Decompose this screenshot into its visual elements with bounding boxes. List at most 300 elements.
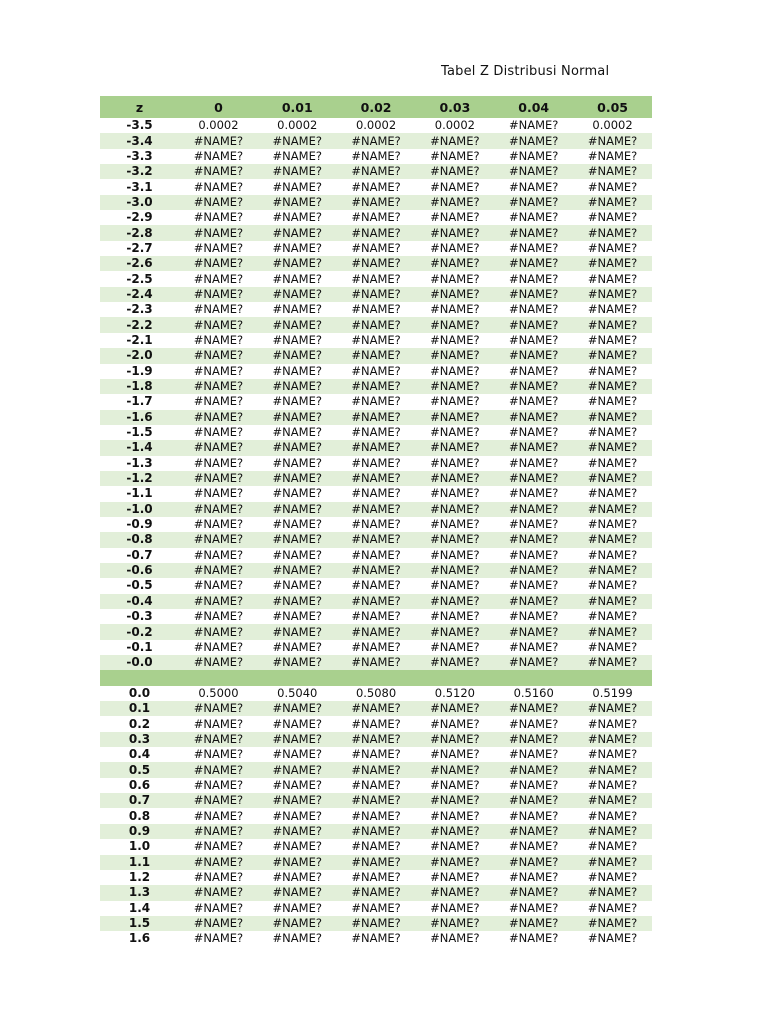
probability-cell: #NAME? bbox=[508, 870, 559, 885]
probability-cell: #NAME? bbox=[337, 594, 416, 609]
probability-cell: #NAME? bbox=[351, 179, 401, 194]
probability-cell: #NAME? bbox=[351, 747, 401, 762]
probability-cell: #NAME? bbox=[587, 777, 638, 792]
probability-cell: #NAME? bbox=[337, 348, 416, 363]
header-z: z bbox=[100, 96, 179, 118]
probability-cell: #NAME? bbox=[351, 870, 401, 885]
probability-cell: #NAME? bbox=[494, 195, 573, 210]
probability-cell: #NAME? bbox=[494, 287, 573, 302]
probability-cell: #NAME? bbox=[494, 563, 573, 578]
probability-cell: #NAME? bbox=[430, 578, 480, 593]
table-row bbox=[100, 716, 652, 731]
probability-cell: #NAME? bbox=[337, 885, 416, 900]
z-value-cell: -0.9 bbox=[126, 517, 153, 532]
z-value-cell: 0.9 bbox=[100, 824, 179, 839]
probability-cell: 0.0002 bbox=[592, 118, 633, 133]
table-row bbox=[100, 732, 652, 747]
probability-cell: #NAME? bbox=[587, 148, 638, 163]
header-col: 0 bbox=[179, 96, 258, 118]
probability-cell: #NAME? bbox=[494, 655, 573, 670]
probability-cell: #NAME? bbox=[508, 394, 559, 409]
probability-cell: #NAME? bbox=[430, 455, 480, 470]
probability-cell: #NAME? bbox=[494, 732, 573, 747]
table-row bbox=[100, 578, 652, 593]
probability-cell: #NAME? bbox=[573, 701, 652, 716]
z-value-cell: -1.6 bbox=[100, 410, 179, 425]
probability-cell: #NAME? bbox=[258, 885, 337, 900]
probability-cell: #NAME? bbox=[337, 225, 416, 240]
probability-cell: #NAME? bbox=[587, 363, 638, 378]
probability-cell: #NAME? bbox=[179, 287, 258, 302]
probability-cell: #NAME? bbox=[351, 547, 401, 562]
probability-cell: #NAME? bbox=[272, 839, 322, 854]
probability-cell: #NAME? bbox=[193, 639, 244, 654]
z-value-cell: -2.4 bbox=[100, 287, 179, 302]
table-row bbox=[100, 548, 652, 563]
probability-cell: #NAME? bbox=[587, 455, 638, 470]
probability-cell: #NAME? bbox=[415, 701, 494, 716]
probability-cell: #NAME? bbox=[573, 502, 652, 517]
probability-cell: #NAME? bbox=[430, 870, 480, 885]
table-row bbox=[100, 287, 652, 302]
probability-cell: #NAME? bbox=[193, 455, 244, 470]
probability-cell: #NAME? bbox=[258, 164, 337, 179]
probability-cell: #NAME? bbox=[430, 148, 480, 163]
probability-cell: #NAME? bbox=[430, 332, 480, 347]
probability-cell: #NAME? bbox=[587, 210, 638, 225]
table-row bbox=[100, 379, 652, 394]
probability-cell: #NAME? bbox=[415, 732, 494, 747]
probability-cell: #NAME? bbox=[272, 210, 322, 225]
z-value-cell: -2.1 bbox=[126, 332, 153, 347]
z-value-cell: -3.3 bbox=[126, 148, 153, 163]
probability-cell: #NAME? bbox=[415, 440, 494, 455]
z-value-cell: 0.1 bbox=[100, 701, 179, 716]
probability-cell: #NAME? bbox=[508, 118, 559, 133]
probability-cell: #NAME? bbox=[415, 502, 494, 517]
probability-cell: #NAME? bbox=[179, 916, 258, 931]
probability-cell: #NAME? bbox=[337, 762, 416, 777]
z-value-cell: -3.1 bbox=[126, 179, 153, 194]
probability-cell: #NAME? bbox=[179, 133, 258, 148]
z-value-cell: 0.6 bbox=[128, 777, 151, 792]
table-row bbox=[100, 747, 652, 762]
table-row bbox=[100, 808, 652, 823]
table-row bbox=[100, 133, 652, 148]
table-row bbox=[100, 210, 652, 225]
probability-cell: #NAME? bbox=[179, 594, 258, 609]
probability-cell: #NAME? bbox=[351, 363, 401, 378]
probability-cell: #NAME? bbox=[337, 532, 416, 547]
probability-cell: #NAME? bbox=[337, 317, 416, 332]
probability-cell: #NAME? bbox=[573, 348, 652, 363]
probability-cell: #NAME? bbox=[179, 256, 258, 271]
probability-cell: #NAME? bbox=[272, 148, 322, 163]
z-value-cell: -2.9 bbox=[126, 210, 153, 225]
probability-cell: #NAME? bbox=[272, 455, 322, 470]
z-value-cell: -1.9 bbox=[126, 363, 153, 378]
probability-cell: #NAME? bbox=[587, 425, 638, 440]
probability-cell: 0.5080 bbox=[355, 685, 397, 700]
z-value-cell: -2.6 bbox=[100, 256, 179, 271]
probability-cell: #NAME? bbox=[415, 287, 494, 302]
z-value-cell: -3.4 bbox=[100, 133, 179, 148]
probability-cell: #NAME? bbox=[351, 609, 401, 624]
header-col: 0.01 bbox=[258, 96, 337, 118]
probability-cell: #NAME? bbox=[508, 271, 559, 286]
probability-cell: #NAME? bbox=[272, 900, 322, 915]
probability-cell: #NAME? bbox=[587, 240, 638, 255]
probability-cell: #NAME? bbox=[508, 931, 559, 946]
probability-cell: #NAME? bbox=[430, 839, 480, 854]
probability-cell: #NAME? bbox=[351, 639, 401, 654]
probability-cell: #NAME? bbox=[494, 317, 573, 332]
probability-cell: #NAME? bbox=[351, 148, 401, 163]
probability-cell: #NAME? bbox=[272, 747, 322, 762]
probability-cell: 0.0002 bbox=[277, 118, 318, 133]
probability-cell: #NAME? bbox=[430, 210, 480, 225]
probability-cell: #NAME? bbox=[193, 808, 244, 823]
probability-cell: #NAME? bbox=[337, 563, 416, 578]
probability-cell: #NAME? bbox=[508, 578, 559, 593]
z-value-cell: -0.6 bbox=[100, 563, 179, 578]
probability-cell: #NAME? bbox=[258, 379, 337, 394]
probability-cell: #NAME? bbox=[573, 256, 652, 271]
probability-cell: #NAME? bbox=[573, 655, 652, 670]
probability-cell: #NAME? bbox=[272, 517, 322, 532]
table-body bbox=[100, 118, 652, 947]
probability-cell: #NAME? bbox=[587, 808, 638, 823]
z-value-cell: 1.4 bbox=[128, 900, 151, 915]
probability-cell: #NAME? bbox=[258, 502, 337, 517]
probability-cell: #NAME? bbox=[573, 287, 652, 302]
probability-cell: #NAME? bbox=[587, 931, 638, 946]
table-row bbox=[100, 916, 652, 931]
probability-cell: #NAME? bbox=[179, 824, 258, 839]
probability-cell: 0.5199 bbox=[592, 685, 633, 700]
probability-cell: #NAME? bbox=[179, 440, 258, 455]
probability-cell: #NAME? bbox=[415, 133, 494, 148]
probability-cell: #NAME? bbox=[415, 471, 494, 486]
probability-cell: #NAME? bbox=[587, 870, 638, 885]
table-row bbox=[100, 793, 652, 808]
probability-cell: #NAME? bbox=[508, 302, 559, 317]
probability-cell: #NAME? bbox=[258, 133, 337, 148]
probability-cell: #NAME? bbox=[494, 793, 573, 808]
z-value-cell: -2.2 bbox=[100, 317, 179, 332]
probability-cell: #NAME? bbox=[351, 517, 401, 532]
probability-cell: #NAME? bbox=[587, 747, 638, 762]
probability-cell: #NAME? bbox=[573, 855, 652, 870]
probability-cell: #NAME? bbox=[573, 410, 652, 425]
probability-cell: #NAME? bbox=[193, 900, 244, 915]
probability-cell: #NAME? bbox=[193, 271, 244, 286]
table-row bbox=[100, 486, 652, 501]
probability-cell: #NAME? bbox=[587, 578, 638, 593]
probability-cell: #NAME? bbox=[179, 195, 258, 210]
probability-cell: #NAME? bbox=[193, 486, 244, 501]
table-row bbox=[100, 502, 652, 517]
probability-cell: 0.0002 bbox=[198, 118, 239, 133]
probability-cell: #NAME? bbox=[258, 701, 337, 716]
table-row bbox=[100, 302, 652, 317]
header-col: 0.03 bbox=[415, 96, 494, 118]
table-row bbox=[100, 364, 652, 379]
probability-cell: #NAME? bbox=[337, 471, 416, 486]
probability-cell: #NAME? bbox=[258, 624, 337, 639]
probability-cell: #NAME? bbox=[430, 609, 480, 624]
probability-cell: #NAME? bbox=[573, 317, 652, 332]
probability-cell: #NAME? bbox=[415, 410, 494, 425]
probability-cell: #NAME? bbox=[272, 240, 322, 255]
probability-cell: #NAME? bbox=[415, 348, 494, 363]
probability-cell: #NAME? bbox=[179, 317, 258, 332]
probability-cell: #NAME? bbox=[508, 716, 559, 731]
table-row bbox=[100, 655, 652, 670]
z-value-cell: 0.7 bbox=[100, 793, 179, 808]
probability-cell: #NAME? bbox=[573, 195, 652, 210]
probability-cell: #NAME? bbox=[337, 164, 416, 179]
table-row bbox=[100, 471, 652, 486]
probability-cell: #NAME? bbox=[351, 931, 401, 946]
z-value-cell: 1.6 bbox=[128, 931, 151, 946]
probability-cell: #NAME? bbox=[430, 394, 480, 409]
probability-cell: #NAME? bbox=[573, 563, 652, 578]
probability-cell: 0.0002 bbox=[434, 118, 475, 133]
table-row bbox=[100, 624, 652, 639]
probability-cell: #NAME? bbox=[179, 502, 258, 517]
probability-cell: #NAME? bbox=[494, 594, 573, 609]
probability-cell: #NAME? bbox=[258, 855, 337, 870]
probability-cell: #NAME? bbox=[415, 793, 494, 808]
z-value-cell: -1.2 bbox=[100, 471, 179, 486]
probability-cell: #NAME? bbox=[508, 547, 559, 562]
probability-cell: #NAME? bbox=[494, 624, 573, 639]
z-value-cell: -0.0 bbox=[100, 655, 179, 670]
probability-cell: #NAME? bbox=[494, 164, 573, 179]
probability-cell: #NAME? bbox=[272, 808, 322, 823]
probability-cell: #NAME? bbox=[587, 547, 638, 562]
probability-cell: #NAME? bbox=[587, 486, 638, 501]
probability-cell: #NAME? bbox=[337, 440, 416, 455]
probability-cell: #NAME? bbox=[494, 855, 573, 870]
probability-cell: #NAME? bbox=[193, 363, 244, 378]
probability-cell: #NAME? bbox=[179, 348, 258, 363]
probability-cell: #NAME? bbox=[573, 532, 652, 547]
z-table bbox=[100, 96, 652, 947]
probability-cell: #NAME? bbox=[573, 624, 652, 639]
table-row bbox=[100, 855, 652, 870]
probability-cell: #NAME? bbox=[337, 824, 416, 839]
table-row bbox=[100, 870, 652, 885]
probability-cell: #NAME? bbox=[430, 517, 480, 532]
probability-cell: #NAME? bbox=[430, 486, 480, 501]
probability-cell: #NAME? bbox=[193, 517, 244, 532]
probability-cell: #NAME? bbox=[573, 440, 652, 455]
probability-cell: #NAME? bbox=[258, 563, 337, 578]
probability-cell: #NAME? bbox=[415, 317, 494, 332]
probability-cell: #NAME? bbox=[415, 824, 494, 839]
probability-cell: #NAME? bbox=[430, 931, 480, 946]
probability-cell: #NAME? bbox=[193, 839, 244, 854]
probability-cell: #NAME? bbox=[337, 793, 416, 808]
probability-cell: #NAME? bbox=[258, 195, 337, 210]
probability-cell: #NAME? bbox=[351, 777, 401, 792]
probability-cell: #NAME? bbox=[179, 471, 258, 486]
table-row bbox=[100, 839, 652, 854]
probability-cell: #NAME? bbox=[415, 164, 494, 179]
probability-cell: #NAME? bbox=[179, 885, 258, 900]
probability-cell: #NAME? bbox=[258, 348, 337, 363]
probability-cell: #NAME? bbox=[272, 271, 322, 286]
probability-cell: #NAME? bbox=[272, 609, 322, 624]
probability-cell: #NAME? bbox=[193, 210, 244, 225]
table-row bbox=[100, 885, 652, 900]
z-value-cell: 0.8 bbox=[128, 808, 151, 823]
probability-cell: #NAME? bbox=[179, 410, 258, 425]
probability-cell: #NAME? bbox=[337, 195, 416, 210]
probability-cell: #NAME? bbox=[193, 870, 244, 885]
probability-cell: #NAME? bbox=[272, 363, 322, 378]
probability-cell: #NAME? bbox=[587, 639, 638, 654]
probability-cell: #NAME? bbox=[337, 732, 416, 747]
probability-cell: #NAME? bbox=[508, 808, 559, 823]
z-value-cell: 1.0 bbox=[128, 839, 151, 854]
header-col: 0.04 bbox=[494, 96, 573, 118]
table-row bbox=[100, 440, 652, 455]
probability-cell: #NAME? bbox=[494, 532, 573, 547]
probability-cell: #NAME? bbox=[337, 287, 416, 302]
z-value-cell: -2.3 bbox=[126, 302, 153, 317]
probability-cell: #NAME? bbox=[508, 455, 559, 470]
probability-cell: #NAME? bbox=[430, 900, 480, 915]
probability-cell: #NAME? bbox=[573, 594, 652, 609]
probability-cell: #NAME? bbox=[494, 824, 573, 839]
probability-cell: #NAME? bbox=[179, 701, 258, 716]
probability-cell: #NAME? bbox=[193, 747, 244, 762]
probability-cell: #NAME? bbox=[415, 225, 494, 240]
table-row bbox=[100, 532, 652, 547]
probability-cell: #NAME? bbox=[179, 225, 258, 240]
probability-cell: #NAME? bbox=[272, 639, 322, 654]
probability-cell: #NAME? bbox=[351, 302, 401, 317]
probability-cell: #NAME? bbox=[430, 716, 480, 731]
probability-cell: #NAME? bbox=[351, 271, 401, 286]
probability-cell: #NAME? bbox=[494, 701, 573, 716]
z-value-cell: 0.4 bbox=[128, 747, 151, 762]
probability-cell: #NAME? bbox=[272, 425, 322, 440]
table-row bbox=[100, 640, 652, 655]
probability-cell: #NAME? bbox=[415, 256, 494, 271]
table-row bbox=[100, 901, 652, 916]
probability-cell: #NAME? bbox=[179, 855, 258, 870]
probability-cell: #NAME? bbox=[587, 839, 638, 854]
probability-cell: #NAME? bbox=[351, 210, 401, 225]
probability-cell: #NAME? bbox=[272, 486, 322, 501]
probability-cell: #NAME? bbox=[415, 855, 494, 870]
probability-cell: #NAME? bbox=[258, 225, 337, 240]
z-value-cell: -0.7 bbox=[126, 547, 153, 562]
probability-cell: #NAME? bbox=[179, 379, 258, 394]
table-row bbox=[100, 778, 652, 793]
probability-cell: #NAME? bbox=[351, 900, 401, 915]
z-value-cell: -3.2 bbox=[100, 164, 179, 179]
probability-cell: #NAME? bbox=[587, 609, 638, 624]
z-value-cell: -3.0 bbox=[100, 195, 179, 210]
probability-cell: #NAME? bbox=[193, 394, 244, 409]
probability-cell: #NAME? bbox=[415, 885, 494, 900]
table-row bbox=[100, 563, 652, 578]
probability-cell: #NAME? bbox=[258, 410, 337, 425]
probability-cell: #NAME? bbox=[508, 240, 559, 255]
probability-cell: #NAME? bbox=[351, 394, 401, 409]
z-value-cell: -1.3 bbox=[126, 455, 153, 470]
probability-cell: #NAME? bbox=[193, 777, 244, 792]
probability-cell: #NAME? bbox=[351, 332, 401, 347]
probability-cell: #NAME? bbox=[494, 471, 573, 486]
probability-cell: #NAME? bbox=[351, 578, 401, 593]
probability-cell: #NAME? bbox=[193, 578, 244, 593]
probability-cell: #NAME? bbox=[337, 855, 416, 870]
z-value-cell: 0.5 bbox=[100, 762, 179, 777]
probability-cell: #NAME? bbox=[494, 762, 573, 777]
probability-cell: #NAME? bbox=[258, 824, 337, 839]
probability-cell: #NAME? bbox=[415, 624, 494, 639]
probability-cell: #NAME? bbox=[573, 225, 652, 240]
probability-cell: #NAME? bbox=[430, 808, 480, 823]
probability-cell: #NAME? bbox=[573, 133, 652, 148]
table-row bbox=[100, 686, 652, 701]
probability-cell: #NAME? bbox=[573, 379, 652, 394]
probability-cell: #NAME? bbox=[258, 793, 337, 808]
table-row bbox=[100, 348, 652, 363]
probability-cell: #NAME? bbox=[193, 240, 244, 255]
table-header bbox=[100, 96, 652, 118]
probability-cell: #NAME? bbox=[272, 931, 322, 946]
z-value-cell: -2.0 bbox=[100, 348, 179, 363]
probability-cell: 0.5000 bbox=[198, 685, 239, 700]
probability-cell: #NAME? bbox=[494, 256, 573, 271]
probability-cell: #NAME? bbox=[494, 502, 573, 517]
z-value-cell: 0.2 bbox=[128, 716, 151, 731]
probability-cell: #NAME? bbox=[258, 471, 337, 486]
probability-cell: #NAME? bbox=[337, 916, 416, 931]
probability-cell: #NAME? bbox=[351, 716, 401, 731]
probability-cell: #NAME? bbox=[272, 332, 322, 347]
probability-cell: #NAME? bbox=[272, 578, 322, 593]
probability-cell: #NAME? bbox=[193, 332, 244, 347]
z-value-cell: -0.8 bbox=[100, 532, 179, 547]
z-value-cell: 1.1 bbox=[100, 855, 179, 870]
table-row bbox=[100, 225, 652, 240]
probability-cell: #NAME? bbox=[272, 870, 322, 885]
probability-cell: #NAME? bbox=[337, 410, 416, 425]
probability-cell: #NAME? bbox=[415, 594, 494, 609]
table-row bbox=[100, 931, 652, 946]
probability-cell: #NAME? bbox=[351, 455, 401, 470]
z-value-cell: 1.3 bbox=[100, 885, 179, 900]
probability-cell: #NAME? bbox=[587, 302, 638, 317]
table-row bbox=[100, 317, 652, 332]
probability-cell: #NAME? bbox=[258, 762, 337, 777]
table-row bbox=[100, 824, 652, 839]
probability-cell: #NAME? bbox=[272, 716, 322, 731]
probability-cell: #NAME? bbox=[415, 532, 494, 547]
probability-cell: #NAME? bbox=[587, 271, 638, 286]
header-col: 0.02 bbox=[337, 96, 416, 118]
probability-cell: #NAME? bbox=[587, 179, 638, 194]
probability-cell: #NAME? bbox=[573, 824, 652, 839]
